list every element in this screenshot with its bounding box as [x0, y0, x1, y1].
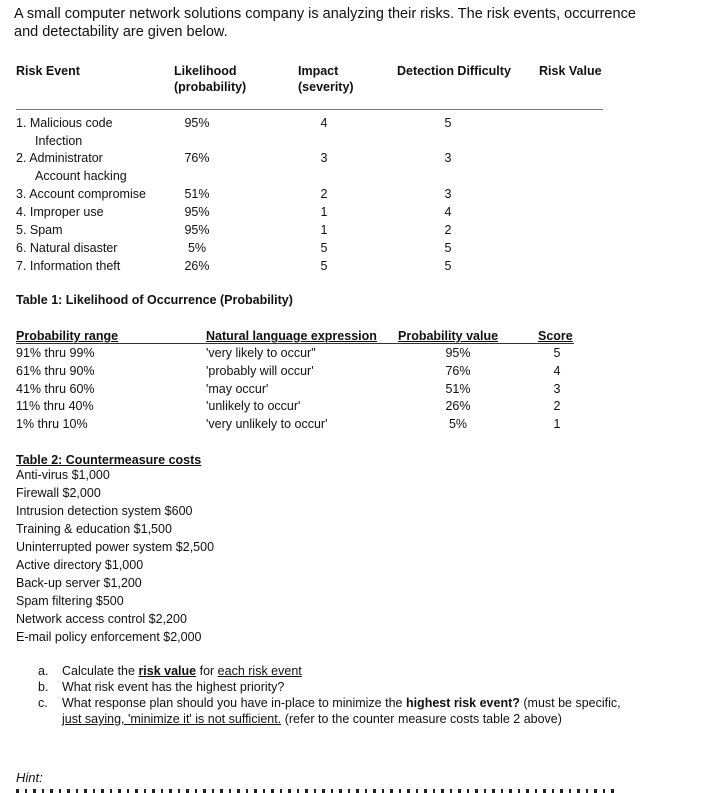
- risk-row-1-event-cont: Infection: [35, 134, 83, 148]
- table1-header-rule: [16, 343, 574, 344]
- risk-row-1-impact: 4: [320, 116, 328, 130]
- risk-row-2-event-cont: Account hacking: [35, 169, 127, 183]
- table1-row-5-value: 5%: [448, 417, 468, 431]
- risk-row-4-event: 4. Improper use: [16, 205, 104, 219]
- intro-paragraph: A small computer network solutions company is analyzing their risks. The risk events, occurrence and detectability are given below.: [14, 6, 636, 40]
- table1-row-5-score: 1: [553, 417, 561, 431]
- question-a-underline: each risk event: [217, 664, 302, 678]
- table1-row-2-score: 4: [553, 364, 561, 378]
- question-a-text: Calculate the: [62, 664, 139, 678]
- table1-header-range: Probability range: [16, 329, 119, 343]
- table1-row-3-range: 41% thru 60%: [16, 382, 95, 396]
- table1-header-expression: Natural language expression: [206, 329, 377, 343]
- table2-item: Anti-virus $1,000: [16, 468, 110, 482]
- hint-label: Hint:: [16, 770, 43, 785]
- risk-row-2-detect: 3: [444, 151, 452, 165]
- header-impact-line2: (severity): [298, 80, 354, 94]
- risk-row-3-detect: 3: [444, 187, 452, 201]
- risk-row-1-detect: 5: [444, 116, 452, 130]
- risk-row-2-event: 2. Administrator: [16, 151, 103, 165]
- question-c: [38, 695, 638, 727]
- table1-row-5-range: 1% thru 10%: [16, 417, 88, 431]
- table1-row-5-expression: 'very unlikely to occur': [206, 417, 328, 431]
- question-c-emphasis: highest risk event?: [405, 696, 520, 710]
- risk-row-6-prob: 5%: [187, 241, 207, 255]
- question-b-text: What risk event has the highest priority?: [62, 680, 285, 694]
- table2-item: Uninterrupted power system $2,500: [16, 540, 215, 554]
- question-a-emphasis: risk value: [138, 664, 197, 678]
- question-a-letter: a.: [38, 664, 49, 678]
- risk-row-2-impact: 3: [320, 151, 328, 165]
- question-b-letter: b.: [38, 680, 49, 694]
- question-c-mid: (must be specific,: [519, 696, 621, 710]
- risk-row-4-prob: 95%: [184, 205, 210, 219]
- risk-row-4-detect: 4: [444, 205, 452, 219]
- question-a-mid: for: [196, 664, 218, 678]
- table1-header-score: Score: [538, 329, 573, 343]
- risk-row-6-event: 6. Natural disaster: [16, 241, 118, 255]
- risk-row-7-detect: 5: [444, 259, 452, 273]
- table2-item: E-mail policy enforcement $2,000: [16, 630, 202, 644]
- table1-title: Table 1: Likelihood of Occurrence (Probability): [16, 293, 293, 307]
- risk-row-1-event: 1. Malicious code: [16, 116, 113, 130]
- risk-row-3-event: 3. Account compromise: [16, 187, 146, 201]
- question-c-underline: just saying, 'minimize it' is not sufficient.: [62, 712, 282, 726]
- question-a: [38, 663, 638, 679]
- table1-row-3-value: 51%: [445, 382, 471, 396]
- risk-row-7-event: 7. Information theft: [16, 259, 121, 273]
- risk-row-7-prob: 26%: [184, 259, 210, 273]
- header-likelihood: [174, 63, 246, 95]
- risk-row-3-impact: 2: [320, 187, 328, 201]
- risk-row-5-event: 5. Spam: [16, 223, 63, 237]
- questions-list: [38, 663, 638, 727]
- header-impact: [298, 63, 354, 95]
- table1-row-3-expression: 'may occur': [206, 382, 269, 396]
- table2-item: Active directory $1,000: [16, 558, 144, 572]
- table1-row-2-range: 61% thru 90%: [16, 364, 95, 378]
- table1-row-4-range: 11% thru 40%: [16, 399, 94, 413]
- question-b: [38, 679, 638, 695]
- table2-title: Table 2: Countermeasure costs: [16, 453, 202, 467]
- question-c-letter: c.: [38, 696, 48, 710]
- header-likelihood-line1: Likelihood: [174, 64, 237, 78]
- table2-item: Back-up server $1,200: [16, 576, 142, 590]
- table1-row-4-expression: 'unlikely to occur': [206, 399, 301, 413]
- table2-item: Training & education $1,500: [16, 522, 172, 536]
- risk-row-5-detect: 2: [444, 223, 452, 237]
- risk-row-1-prob: 95%: [184, 116, 210, 130]
- table1-row-4-score: 2: [553, 399, 561, 413]
- risk-row-5-prob: 95%: [184, 223, 210, 237]
- table1-row-1-range: 91% thru 99%: [16, 346, 95, 360]
- risk-row-7-impact: 5: [320, 259, 328, 273]
- question-c-text: What response plan should you have in-place to minimize the: [62, 696, 406, 710]
- risk-row-3-prob: 51%: [184, 187, 210, 201]
- header-detection: Detection Difficulty: [397, 64, 511, 78]
- header-impact-line1: Impact: [298, 64, 339, 78]
- header-risk-event: Risk Event: [16, 64, 80, 78]
- risk-row-6-detect: 5: [444, 241, 452, 255]
- header-likelihood-line2: (probability): [174, 80, 247, 94]
- header-risk-value: Risk Value: [539, 64, 602, 78]
- risk-row-4-impact: 1: [320, 205, 328, 219]
- table1-row-3-score: 3: [553, 382, 561, 396]
- table1-row-1-value: 95%: [445, 346, 471, 360]
- cropped-text-line: [16, 789, 616, 793]
- table1-row-4-value: 26%: [445, 399, 471, 413]
- risk-row-5-impact: 1: [320, 223, 328, 237]
- question-c-post: (refer to the counter measure costs table 2 above): [281, 712, 562, 726]
- table2-item: Firewall $2,000: [16, 486, 101, 500]
- table1-row-2-value: 76%: [445, 364, 471, 378]
- risk-row-2-prob: 76%: [184, 151, 210, 165]
- table2-item: Network access control $2,200: [16, 612, 187, 626]
- table2-item: Intrusion detection system $600: [16, 504, 193, 518]
- table1-row-1-score: 5: [553, 346, 561, 360]
- table2-item: Spam filtering $500: [16, 594, 124, 608]
- table1-row-1-expression: 'very likely to occur": [206, 346, 316, 360]
- header-divider: [16, 109, 603, 110]
- table1-header-value: Probability value: [398, 329, 499, 343]
- table1-row-2-expression: 'probably will occur': [206, 364, 314, 378]
- risk-row-6-impact: 5: [320, 241, 328, 255]
